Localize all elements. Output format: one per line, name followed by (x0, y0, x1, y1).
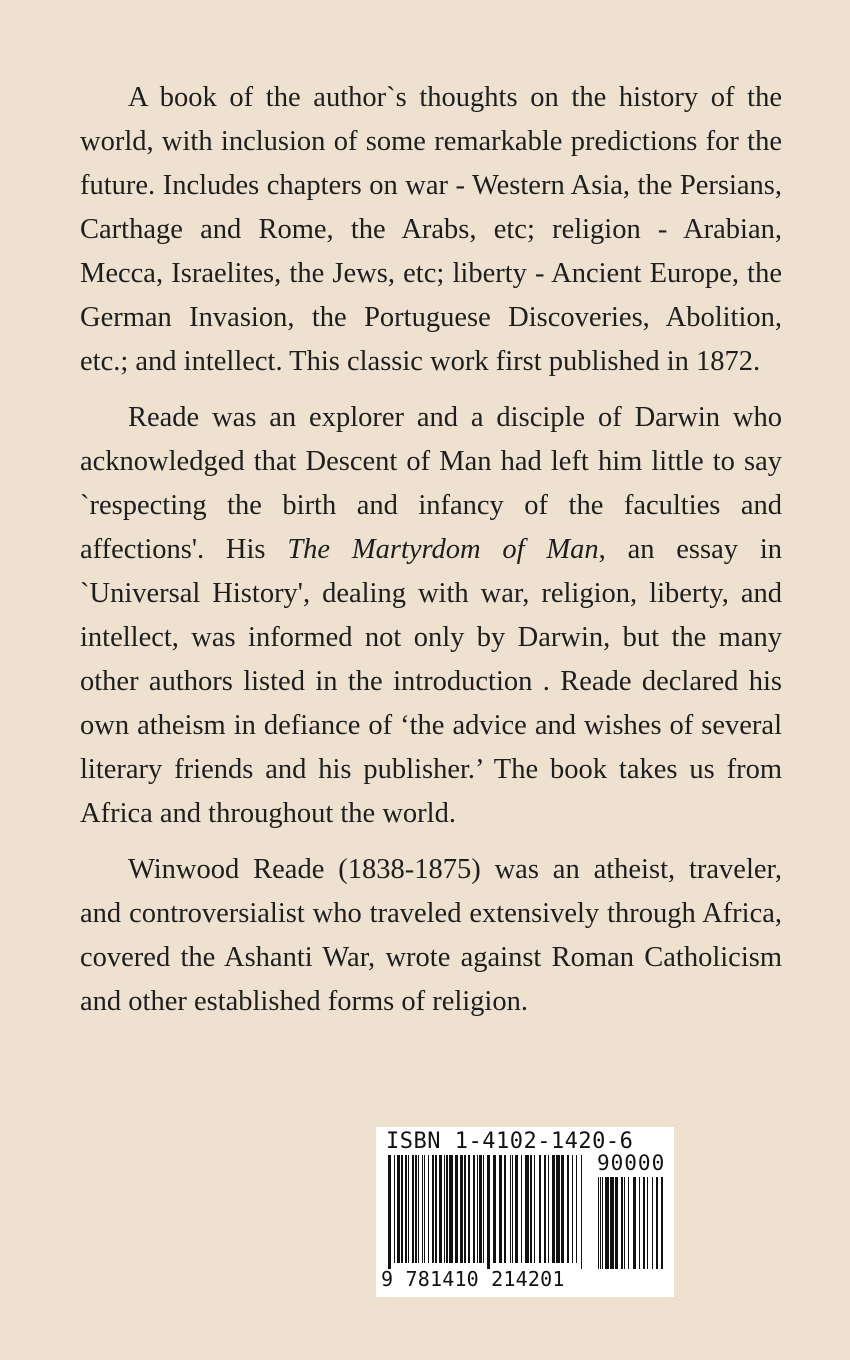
barcode-bar (544, 1155, 546, 1263)
barcode-bar (405, 1155, 407, 1263)
barcode-bar (439, 1155, 442, 1263)
barcode-bar (572, 1155, 573, 1263)
barcode-bar (446, 1155, 448, 1263)
barcode-bar (424, 1155, 425, 1263)
barcode-bar (499, 1155, 502, 1263)
barcode-bar (552, 1155, 555, 1263)
barcode-bar (388, 1155, 391, 1269)
barcode-bar (435, 1155, 437, 1263)
barcode-bar (576, 1155, 577, 1263)
barcode-bar (449, 1155, 453, 1263)
barcode-bar (652, 1177, 653, 1269)
barcode-bar (487, 1155, 490, 1269)
barcode-bar (397, 1155, 400, 1263)
barcode-bar (647, 1177, 648, 1269)
barcode-bar (428, 1155, 429, 1263)
barcode-bar (468, 1155, 470, 1263)
barcode-bar (605, 1177, 609, 1269)
barcode-bar (422, 1155, 423, 1263)
barcode-bar (602, 1177, 603, 1269)
barcode-bar (567, 1155, 569, 1263)
barcode-bar (539, 1155, 541, 1263)
barcode-bar (460, 1155, 463, 1263)
isbn-barcode (376, 1127, 674, 1297)
barcode-bar (624, 1177, 625, 1269)
paragraph-2-text-end: , an essay in `Universal History', dealing with war, religion, liberty, and intellect, was informed not only by Darwin, but the many other authors listed in the introduction . Reade declared his own atheism in defiance of ‘the advice and wishes of several literary friends and his publisher.’ The book takes us from Africa and throughout the world. (80, 534, 782, 829)
barcode-bar (483, 1155, 484, 1263)
barcode-bar (548, 1155, 549, 1263)
barcode-bar (432, 1155, 434, 1263)
barcode-bar (530, 1155, 532, 1263)
price-addon-number: 90000 (597, 1151, 666, 1175)
barcode-bar (621, 1177, 623, 1269)
barcode-bar (561, 1155, 564, 1263)
barcode-bar (656, 1177, 658, 1269)
barcode-bar (521, 1155, 522, 1263)
barcode-bar (633, 1177, 636, 1269)
barcode-bar (661, 1177, 663, 1269)
ean-barcode-bars (388, 1155, 588, 1269)
barcode-bar (525, 1155, 529, 1263)
barcode-bar (610, 1177, 614, 1269)
barcode-bar (534, 1155, 535, 1263)
barcode-bar (615, 1177, 618, 1269)
barcode-bar (581, 1155, 582, 1269)
barcode-bar (477, 1155, 478, 1263)
isbn-label: ISBN 1-4102-1420-6 (386, 1129, 634, 1154)
book-title: The Martyrdom of Man (287, 534, 599, 565)
addon-barcode-bars (598, 1177, 668, 1269)
barcode-bar (643, 1177, 645, 1269)
barcode-bar (515, 1155, 518, 1263)
barcode-bar (628, 1177, 629, 1269)
barcode-bar (639, 1177, 640, 1269)
description-paragraph-1: A book of the author`s thoughts on the history of the world, with inclusion of some remarkable predictions for the future. Includes chapters on war - Western Asia, the Persians, Carthage and Rome, the Arabs, etc; religion - Arabian, Mecca, Israelites, the Jews, etc; liberty - Ancient Europe, the German Invasion, the Portuguese Discoveries, Abolition, etc.; and intellect. This classic work first published in 1872. (80, 82, 782, 377)
barcode-bar (418, 1155, 419, 1263)
barcode-bar (412, 1155, 414, 1263)
barcode-bar (479, 1155, 482, 1263)
ean-number: 9 781410 214201 (381, 1267, 565, 1291)
barcode-bar (455, 1155, 458, 1263)
barcode-bar (444, 1155, 445, 1263)
barcode-bar (493, 1155, 496, 1263)
barcode-bar (504, 1155, 506, 1263)
paragraph-2-text-start: Reade was an explorer and a disciple of Darwin who acknowledged that Descent of Man had left him little to say `respecting the birth and infancy of the faculties and affections'. His (80, 402, 782, 565)
barcode-bar (473, 1155, 475, 1263)
barcode-bar (510, 1155, 511, 1263)
barcode-bar (408, 1155, 409, 1263)
barcode-bar (464, 1155, 466, 1263)
barcode-bar (556, 1155, 560, 1263)
barcode-bar (598, 1177, 599, 1269)
barcode-bar (394, 1155, 395, 1263)
barcode-bar (600, 1177, 601, 1269)
back-cover-description (80, 76, 782, 1036)
description-paragraph-3: Winwood Reade (1838-1875) was an atheist, traveler, and controversialist who traveled extensively through Africa, covered the Ashanti War, wrote against Roman Catholicism and other established forms of religion. (80, 854, 782, 1017)
barcode-bar (401, 1155, 403, 1263)
description-paragraph-2 (80, 396, 782, 836)
barcode-bar (512, 1155, 513, 1263)
barcode-bar (415, 1155, 417, 1263)
